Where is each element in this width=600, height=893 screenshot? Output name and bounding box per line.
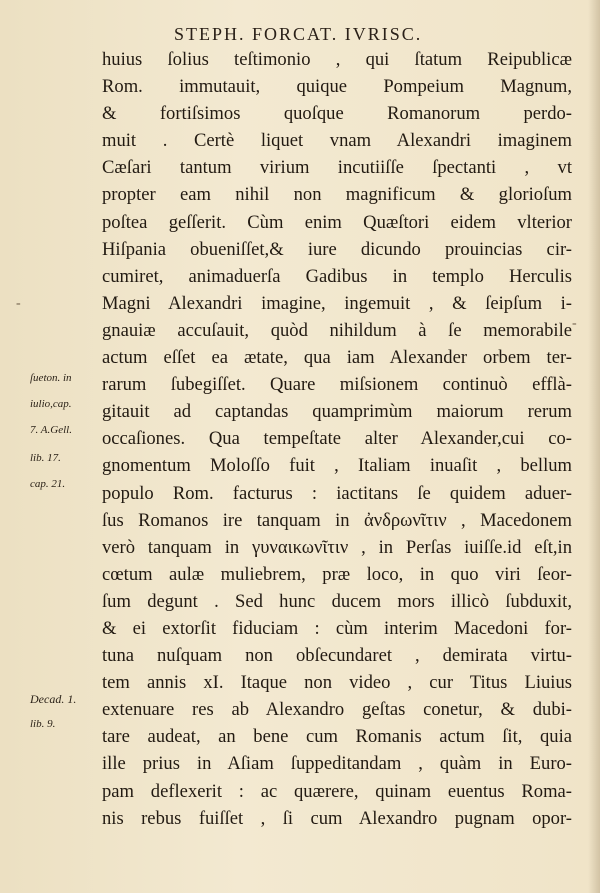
text-line: Hiſpania obueniſſet,& iure dicundo prouincias cir- — [102, 238, 572, 260]
text-line: tem annis xI. Itaque non video , cur Titus Liuius — [102, 672, 572, 694]
text-line: ille prius in Aſiam ſuppeditandam , quàm in Euro- — [102, 753, 572, 775]
text-line: & ei extorſit fiduciam : cùm interim Macedoni for- — [102, 617, 572, 639]
text-line: verò tanquam in γυναικωνῖτιν , in Perſas iuiſſe.id eſt,in — [102, 536, 572, 558]
text-line: huius ſolius teſtimonio , qui ſtatum Reipublicæ — [102, 49, 572, 70]
text-line: tare audeat, an bene cum Romanis actum ſit, quia — [102, 726, 572, 748]
text-line: ſus Romanos ire tanquam in ἀνδρωνῖτιν , Macedonem — [102, 509, 572, 531]
text-line: gnauiæ accuſauit, quòd nihildum à ſe memorabile — [102, 319, 572, 341]
main-text-block — [102, 46, 572, 832]
text-line: muit . Certè liquet vnam Alexandri imaginem — [102, 130, 572, 152]
text-line: rarum ſubegiſſet. Quare miſsionem continuò efflà- — [102, 374, 572, 396]
page-edge-shadow — [588, 0, 600, 893]
text-line: & fortiſsimos quoſque Romanorum perdo- — [102, 103, 572, 125]
text-line: pam deflexerit : ac quærere, quinam euentus Roma- — [102, 780, 572, 802]
text-line: actum eſſet ea ætate, qua iam Alexander orbem ter- — [102, 347, 572, 369]
text-line: poſtea geſſerit. Cùm enim Quæſtori eidem vlterior — [102, 211, 572, 233]
text-line: extenuare res ab Alexandro geſtas conetur, & dubi- — [102, 699, 572, 721]
right-edge-mark: - — [572, 316, 577, 331]
text-line: tuna nuſquam non obſecundaret , demirata virtu- — [102, 645, 572, 667]
text-line: propter eam nihil non magnificum & glorioſum — [102, 184, 572, 206]
margin-note: cap. 21. — [30, 478, 66, 490]
text-line: populo Rom. facturus : iactitans ſe quidem aduer- — [102, 482, 572, 504]
text-line: Cæſari tantum virium incutiiſſe ſpectanti , vt — [102, 157, 572, 179]
text-line: occaſiones. Qua tempeſtate alter Alexander,cui co- — [102, 428, 572, 450]
text-line: cumiret, animaduerſa Gadibus in templo Herculis — [102, 265, 572, 287]
running-header: STEPH. FORCAT. IVRISC. — [174, 24, 423, 44]
margin-note: lib. 17. — [30, 452, 61, 464]
text-line: Magni Alexandri imagine, ingemuit , & ſeipſum i- — [102, 292, 572, 314]
text-line: cœtum aulæ muliebrem, præ loco, in quo viri ſeor- — [102, 563, 572, 585]
text-line: gnomentum Moloſſo fuit , Italiam inuaſit , bellum — [102, 455, 572, 477]
left-edge-mark: - — [16, 296, 21, 311]
margin-note: iulio,cap. — [30, 398, 72, 410]
text-line: nis rebus fuiſſet , ſi cum Alexandro pugnam opor- — [102, 807, 572, 829]
text-line: Rom. immutauit, quique Pompeium Magnum, — [102, 76, 572, 98]
margin-note: ſueton. in — [30, 372, 72, 384]
text-line: ſum degunt . Sed hunc ducem mors illicò ſubduxit, — [102, 590, 572, 612]
margin-note: Decad. 1. — [30, 692, 77, 706]
text-line: gitauit ad captandas quamprimùm maiorum rerum — [102, 401, 572, 423]
margin-note: 7. A.Gell. — [30, 424, 72, 436]
margin-note: lib. 9. — [30, 718, 56, 730]
